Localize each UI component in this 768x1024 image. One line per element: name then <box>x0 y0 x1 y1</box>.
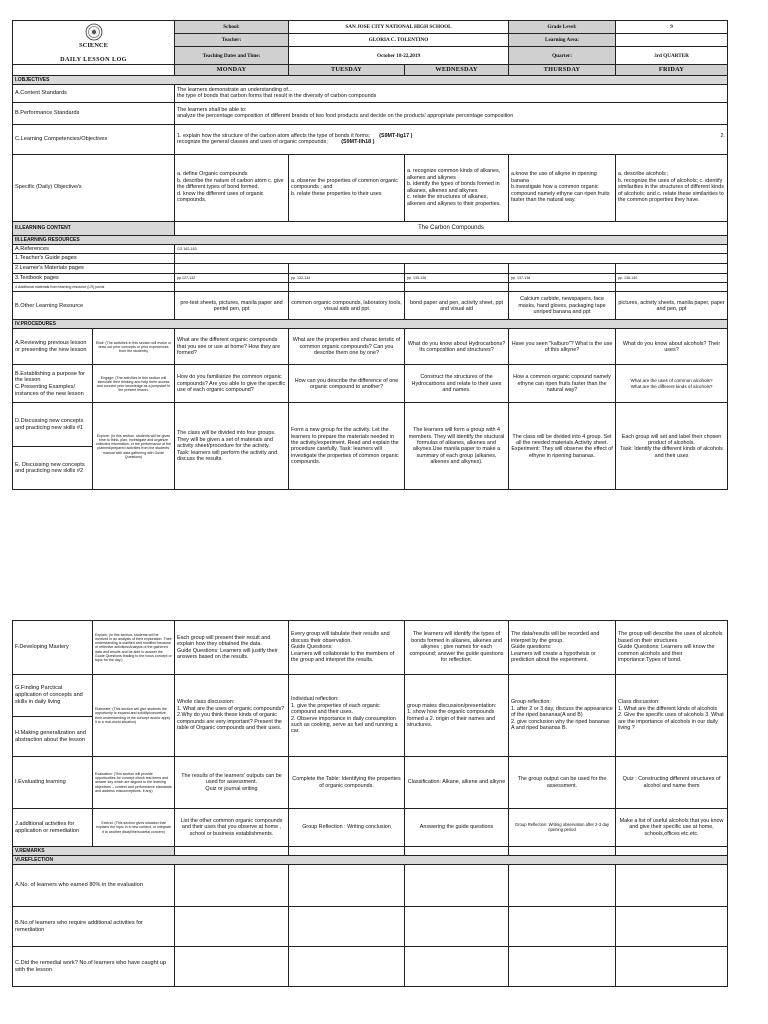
quarter-label: Quarter: <box>509 47 616 65</box>
competency-2-number: 2. <box>720 132 726 139</box>
textbook-pages-wednesday: pp. 135-136 <box>405 273 509 283</box>
performance-standards-text: The learners shall be able to: analyze the percentage composition of different brands of two food products and decide on the products' appropriate percentage composition <box>175 102 728 124</box>
learners-80-percent-label: A.No. of learners who earned 80% in the evaluation <box>13 865 175 907</box>
learners-materials-thursday <box>509 264 616 274</box>
learning-resources-section: III.LEARNING RESOURCES <box>13 235 728 244</box>
day-wednesday: WEDNESDAY <box>405 65 509 75</box>
discuss-monday: The class will be divided into four groups. They will be given a set of materials and activity sheet/procedure for the activity. Task: learners will perform the activity and discuss the results. <box>175 403 289 490</box>
other-resources-wednesday: bond paper and pen, activity sheet, ppt and visual aid <box>405 292 509 320</box>
elaborate-note: Elaborate: (This section will give students the opportunity to expand and solidify/concretize their understanding of the concept and/or apply it to a real-world situation) <box>93 675 175 757</box>
competency-2: recognize the general classes and uses of organic compounds; <box>177 139 328 146</box>
remedial-work-thursday <box>509 947 616 987</box>
evaluation-note: Evaluation: (This section will provide opportunities for concept check test items and answer key which are aligned to the learning objectives – content and performance standards and address misconceptions- if any) <box>93 757 175 809</box>
objectives-section: I.OBJECTIVES <box>13 75 728 84</box>
specific-objectives-label: Specific (Daily) Objective/s <box>13 154 175 221</box>
specific-objective-tuesday: a. observe the properties of common organic compounds ; and b. relate these properties to their uses <box>289 154 405 221</box>
remedial-work-label: C.Did the remedial work? No.of learners who have caught up with the lesson <box>13 947 175 987</box>
learners-80-percent-wednesday <box>405 865 509 907</box>
other-resources-thursday: Calcium carbide, newspapers, face masks, hand gloves, packaging tape unriped banana and ppt <box>509 292 616 320</box>
mastery-wednesday: The learners will identify the types of bonds formed in alkanes, alkenes and alkynes ; give names for each compound; answer the guide questions for reflection. <box>405 621 509 675</box>
remarks-thursday <box>509 847 616 856</box>
purpose-tuesday: How can you describe the difference of one organic compound to another? <box>289 365 405 403</box>
evaluating-learning-label: I.Evaluating learning <box>13 757 93 809</box>
other-resources-monday: pre-test sheets, pictures, manila paper and pentel pen, ppt <box>175 292 289 320</box>
mastery-thursday: The data/results will be recorded and interpret by the group. Guide questions: Learners will create a hypothesis or prediction about the experiment. <box>509 621 616 675</box>
generalization-label: H.Making generalization and abstraction about the lesson <box>13 717 93 757</box>
competency-code-2: (S9MT-IIh18 ) <box>341 139 375 146</box>
reflection-section: VI.REFLECTION <box>13 856 728 865</box>
learners-80-percent-thursday <box>509 865 616 907</box>
textbook-pages-thursday: pp. 137-138 <box>509 273 616 283</box>
mastery-monday: Each group will present their result and explain how they obtained the data. Guide Questions: Learners will justify their answers based on the results. <box>175 621 289 675</box>
remedial-work-tuesday <box>289 947 405 987</box>
competency-1: 1. explain how the structure of the carbon atom affects the type of bonds it forms; <box>177 132 371 139</box>
lr-portal-monday <box>175 283 289 292</box>
teacher-name: GLORIA C. TOLENTINO <box>289 34 509 47</box>
specific-objective-friday: a. describe alcohols ; b. recognize the uses of alcohols; c. identify similarities in the structures of different kinds of alcohols; and c. relate these similarities to the common properties they have. <box>616 154 728 221</box>
establishing-purpose-label: B.Establishing a purpose for the lesson <box>15 370 85 384</box>
teaching-dates-label: Teaching Dates and Time: <box>175 47 289 65</box>
competency-code-1: (S9MT-IIg17 ) <box>379 132 413 139</box>
day-header-blank <box>13 65 175 75</box>
specific-objective-thursday: a.know the use of alkyne in ripening banana b.investigate how a common organic compound namely ethyne can ripen fruits faster than the natural way. <box>509 154 616 221</box>
review-wednesday: What do you know about Hydrocarbons? Its composition and structures? <box>405 329 509 365</box>
purpose-thursday: How a common organic copound namely ethyne can ripen fruits faster than the natural way? <box>509 365 616 403</box>
remarks-wednesday <box>405 847 509 856</box>
purpose-friday: What are the uses of common alcohols? What are the different kinds of alcohols? <box>616 365 728 403</box>
daily-lesson-log-title: DAILY LESSON LOG <box>60 55 127 63</box>
performance-standards-label: B.Performance Standards <box>13 102 175 124</box>
textbook-pages-tuesday: pp. 132-134 <box>289 273 405 283</box>
references-value: CG 162-163 <box>175 244 728 254</box>
learners-materials-friday <box>616 264 728 274</box>
science-title: SCIENCE <box>79 42 108 49</box>
remediation-learners-tuesday <box>289 907 405 947</box>
discussing-2-label: E. Discussing new concepts and practicing new skills #2 <box>13 447 93 490</box>
explore-note: Explore: (In this section, students will be given time to think, plan, investigate and organize collected information; or the performance of the planned/prepared activities from the students' manual with data gathering with Guide Questions) <box>93 403 175 490</box>
content-standards-text: The learners demonstrate an understanding of... the type of bonds that carbon forms that result in the diversity of carbon compounds <box>175 84 728 102</box>
content-standards-label: A.Content Standards <box>13 84 175 102</box>
references-label: A.References <box>13 244 175 254</box>
grade-level-label: Grade Level: <box>509 21 616 34</box>
learners-materials-tuesday <box>289 264 405 274</box>
purpose-wednesday: Construct the structures of the Hydrocarbons and relate to their uses and names. <box>405 365 509 403</box>
elicit-note: Elicit: (The activities in this section will evoke or draw out prior concepts or prior experiences from the students) <box>93 329 175 365</box>
header-branding <box>13 21 175 65</box>
finding-friday: Class discussion: 1. What are the different kinds of alcohols 2. Give the specific uses of alcohols 3. What are the importance of alcohols in our daily living ? <box>616 675 728 757</box>
remarks-section: V.REMARKS <box>13 847 175 856</box>
additional-tuesday: Group Reflection : Writing conclusion <box>289 809 405 847</box>
remediation-learners-monday <box>175 907 289 947</box>
deped-seal-icon <box>85 23 103 41</box>
learners-80-percent-friday <box>616 865 728 907</box>
lesson-log-table-part2 <box>12 620 728 987</box>
additional-activities-label: J.additional activities for application or remediation <box>13 809 93 847</box>
remediation-learners-friday <box>616 907 728 947</box>
discuss-thursday: The class will be divided into 4 group. Set all the needed materials.Activity sheet. Experiment: They will observe the effect of ethyne in ripening bananas. <box>509 403 616 490</box>
teaching-dates-value: October 18-22,2019 <box>289 47 509 65</box>
finding-tuesday: Individual reflection: 1. give the properties of each organic compound and their uses. 2. Observe importance in daily consumption such as cooking, serve as fuel and running a car. <box>289 675 405 757</box>
other-resources-friday: pictures, activity sheets, manila paper, paper and pen, ppt <box>616 292 728 320</box>
school-label: School: <box>175 21 289 34</box>
teachers-guide-label: 1.Teacher's Guide pages <box>13 254 175 264</box>
textbook-pages-monday: pp.127-132 <box>175 273 289 283</box>
competencies-label: C.Learning Competencies/Objectives <box>13 124 175 154</box>
remediation-learners-wednesday <box>405 907 509 947</box>
procedures-section: IV.PROCEDURES <box>13 320 728 329</box>
discuss-friday: Each group will set and label their chosen product of alcohols. Task: Identify the different kinds of alcohols and their uses <box>616 403 728 490</box>
lr-portal-thursday <box>509 283 616 292</box>
engage-note: Engage: (The activities in this section will stimulate their thinking and help them access and connect prior knowledge as a jumpstart to the present lesson. <box>93 365 175 403</box>
eval-thursday: The group output can be used for the assessment. <box>509 757 616 809</box>
review-tuesday: What are the properties and charac teristic of common organic compounds? Can you describe them one by one? <box>289 329 405 365</box>
learning-area-value <box>616 34 728 47</box>
presenting-examples-label: C.Presenting Examples/ instances of the new lesson <box>15 383 84 397</box>
discuss-tuesday: Form a new group for the activity. Let the learners to prepare the materials needed in the activity/experiment. Read and explain the procedure carefully. Task: learners will investigate the properties of common organic compounds. <box>289 403 405 490</box>
additional-friday: Make a list of useful alcohols that you know and give their specific use at home, schools,offices etc.etc. <box>616 809 728 847</box>
finding-monday: Whole class discussion: 1. What are the uses of organic compounds? 2.Why do you think these kinds of organic compounds are very important? Present the table of Organic compounds and their uses. <box>175 675 289 757</box>
day-friday: FRIDAY <box>616 65 728 75</box>
finding-application-label: G.Finding Parctical application of concepts and skills in daily living <box>13 675 93 717</box>
remedial-work-friday <box>616 947 728 987</box>
additional-wednesday: Answering the guide questions <box>405 809 509 847</box>
review-thursday: Have you seen "kalburo"? What is the use of this alkyne? <box>509 329 616 365</box>
eval-wednesday: Classification: Alkane, alkene and alkyne <box>405 757 509 809</box>
teachers-guide-value <box>175 254 728 264</box>
purpose-examples-label <box>13 365 93 403</box>
lr-portal-wednesday <box>405 283 509 292</box>
quarter-value: 3rd QUARTER <box>616 47 728 65</box>
learning-area-label: Learning Area: <box>509 34 616 47</box>
discussing-1-label: D.Discussing new concepts and practicing new skills #1 <box>13 403 93 447</box>
lesson-log-table-part1 <box>12 20 728 490</box>
remedial-work-wednesday <box>405 947 509 987</box>
mastery-friday: The group will describe the uses of alcohols based on their structures Guide Questions: Learners will know the common alcohols and their importance.Types of bond. <box>616 621 728 675</box>
learners-80-percent-monday <box>175 865 289 907</box>
remediation-learners-label: B.No.of learners who require additional activities for remediation <box>13 907 175 947</box>
learning-content-label: II.LEARNING CONTENT <box>13 221 175 235</box>
additional-thursday: Group Reflection: Writing observation after 2-3 day ripening period <box>509 809 616 847</box>
other-resources-tuesday: common organic compounds, laboratory tools, visual aids and ppt <box>289 292 405 320</box>
learning-content-text: The Carbon Compounds <box>175 221 728 235</box>
reviewing-lesson-label: A.Reviewing previous lesson or presenting the new lesson <box>13 329 93 365</box>
day-tuesday: TUESDAY <box>289 65 405 75</box>
specific-objective-monday: a. define Organic compounds b. describe the nature of carbon atom c. give the different types of bond formed. d. know the different uses of organic compounds. <box>175 154 289 221</box>
specific-objective-wednesday: a. recognize common kinds of alkanes, alkenes and alkynes b. identify the types of bonds formed in alkanes, alkenes and alkynes c. relate the structures of alkanes, alkenes and alkynes to their properties. <box>405 154 509 221</box>
textbook-pages-friday: pp. 138-140 <box>616 273 728 283</box>
eval-tuesday: Complete the Table: Identifying the properties of organic compounds. <box>289 757 405 809</box>
eval-friday: Quiz : Constructing different structures of alcohol and name them <box>616 757 728 809</box>
remediation-learners-thursday <box>509 907 616 947</box>
learners-materials-wednesday <box>405 264 509 274</box>
learners-materials-monday <box>175 264 289 274</box>
teacher-label: Teacher: <box>175 34 289 47</box>
extend-note: Extend: (This section gives situation that explains the topic in a new context, or integrate it to another discipline/societal concern) <box>93 809 175 847</box>
review-friday: What do you know about alcohols? Their uses? <box>616 329 728 365</box>
competencies-text <box>175 124 728 154</box>
remarks-monday <box>175 847 289 856</box>
learners-materials-label: 2.Learner's Materials pages <box>13 264 175 274</box>
textbook-pages-label: 3.Textbook pages <box>13 273 175 283</box>
discuss-wednesday: The learners will form a group with 4 members. They will identify the stuctural formulas of alkanes, alkenes and alkynes.Use manila paper to make a summary of each group (alkanes, alkenes and alkynes). <box>405 403 509 490</box>
remarks-friday <box>616 847 728 856</box>
grade-level-value: 9 <box>616 21 728 34</box>
other-resources-label: B.Other Learning Resource <box>13 292 175 320</box>
lr-portal-tuesday <box>289 283 405 292</box>
eval-monday: The results of the learners' outputs can be used for assessment. Quiz or journal writing <box>175 757 289 809</box>
remedial-work-monday <box>175 947 289 987</box>
additional-monday: List the other common organic compounds and their uses that you observe at home , school or business establishments. <box>175 809 289 847</box>
purpose-monday: How do you familiarize the common organic compounds? Are you able to give the specific use of each organic compound? <box>175 365 289 403</box>
mastery-tuesday: Every group will tabulate their results and discuss their observation. Guide Questions: Learners will collaborate to the members of the group and interpret the results. <box>289 621 405 675</box>
school-name: SAN JOSE CITY NATIONAL HIGH SCHOOL <box>289 21 509 34</box>
lr-portal-label: 4.Additional materials from learning resource (LR) portal <box>13 283 175 292</box>
day-monday: MONDAY <box>175 65 289 75</box>
finding-wednesday: group mates discussion/presentation: 1. show how the organic compounds formed a 2. origin of their names and structures. <box>405 675 509 757</box>
lr-portal-friday <box>616 283 728 292</box>
finding-thursday: Group reflection: 1. after 2 or 3 day, discuss the appearance of the riped bananas(A and B) 2. give conclusion why the riped bananas A and riped bananas B. <box>509 675 616 757</box>
learners-80-percent-tuesday <box>289 865 405 907</box>
developing-mastery-label: F.Developing Mastery <box>13 621 93 675</box>
review-monday: What are the different organic compounds that you see or use at home? How they are formed? <box>175 329 289 365</box>
day-thursday: THURSDAY <box>509 65 616 75</box>
remarks-tuesday <box>289 847 405 856</box>
explain-note: Explain: (In this section, students will be involved in an analysis of their exploration. Their understanding is clarified and modified because of reflective activities/Analysis of the gathered data and results and be able to answer the Guide Questions leading to the focus concept or topic for the day.) <box>93 621 175 675</box>
